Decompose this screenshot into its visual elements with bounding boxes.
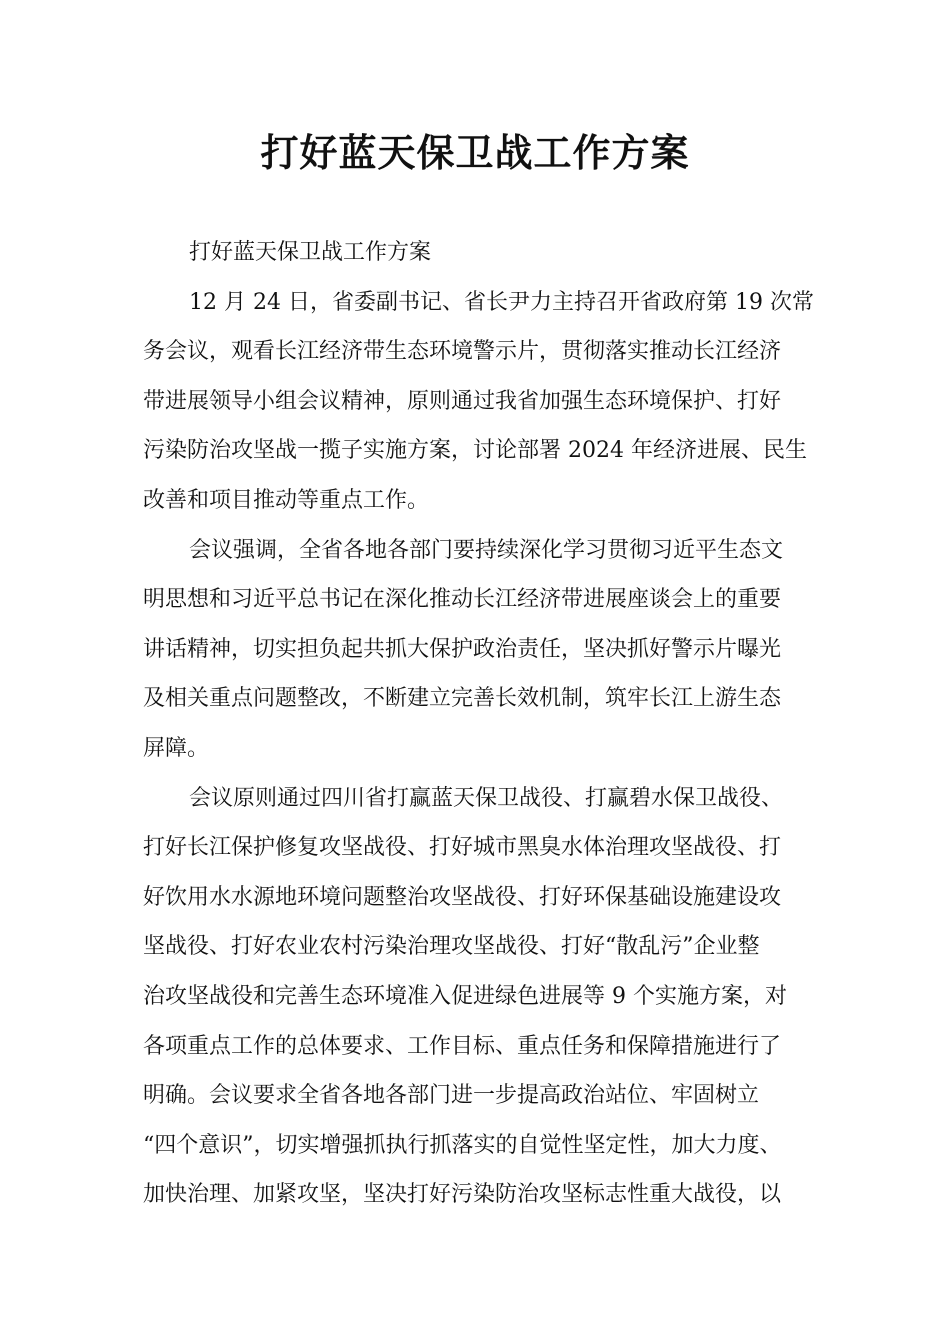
text-line: 治攻坚战役和完善生态环境准入促进绿色进展等 9 个实施方案，对: [143, 983, 787, 1009]
text-line: 屏障。: [143, 735, 210, 761]
text-line: “四个意识”，切实增强抓执行抓落实的自觉性坚定性，加大力度、: [143, 1132, 782, 1158]
text-line: 明确。会议要求全省各地各部门进一步提高政治站位、牢固树立: [143, 1083, 760, 1109]
text-line: 会议强调，全省各地各部门要持续深化学习贯彻习近平生态文: [189, 537, 784, 563]
document-body: [143, 228, 819, 1220]
text-line: 打好蓝天保卫战工作方案: [189, 240, 432, 265]
document-title: 打好蓝天保卫战工作方案: [260, 130, 690, 175]
text-line: 各项重点工作的总体要求、工作目标、重点任务和保障措施进行了: [143, 1033, 782, 1059]
text-line: 好饮用水水源地环境问题整治攻坚战役、打好环保基础设施建设攻: [143, 884, 782, 910]
text-line: 明思想和习近平总书记在深化推动长江经济带进展座谈会上的重要: [143, 587, 782, 613]
text-line: 坚战役、打好农业农村污染治理攻坚战役、打好“散乱污”企业整: [143, 934, 760, 960]
text-line: 会议原则通过四川省打赢蓝天保卫战役、打赢碧水保卫战役、: [189, 785, 784, 811]
text-line: 污染防治攻坚战一揽子实施方案，讨论部署 2024 年经济进展、民生: [143, 438, 807, 464]
text-line: 打好长江保护修复攻坚战役、打好城市黑臭水体治理攻坚战役、打: [143, 835, 782, 861]
text-line: 改善和项目推动等重点工作。: [143, 487, 430, 513]
text-line: 12 月 24 日，省委副书记、省长尹力主持召开省政府第 19 次常: [189, 289, 814, 315]
text-line: 及相关重点问题整改，不断建立完善长效机制，筑牢长江上游生态: [143, 686, 782, 712]
text-line: 讲话精神，切实担负起共抓大保护政治责任，坚决抓好警示片曝光: [143, 636, 782, 662]
text-line: 加快治理、加紧攻坚，坚决打好污染防治攻坚标志性重大战役，以: [143, 1182, 782, 1208]
text-line: 带进展领导小组会议精神，原则通过我省加强生态环境保护、打好: [143, 388, 782, 414]
text-line: 务会议，观看长江经济带生态环境警示片，贯彻落实推动长江经济: [143, 339, 782, 365]
